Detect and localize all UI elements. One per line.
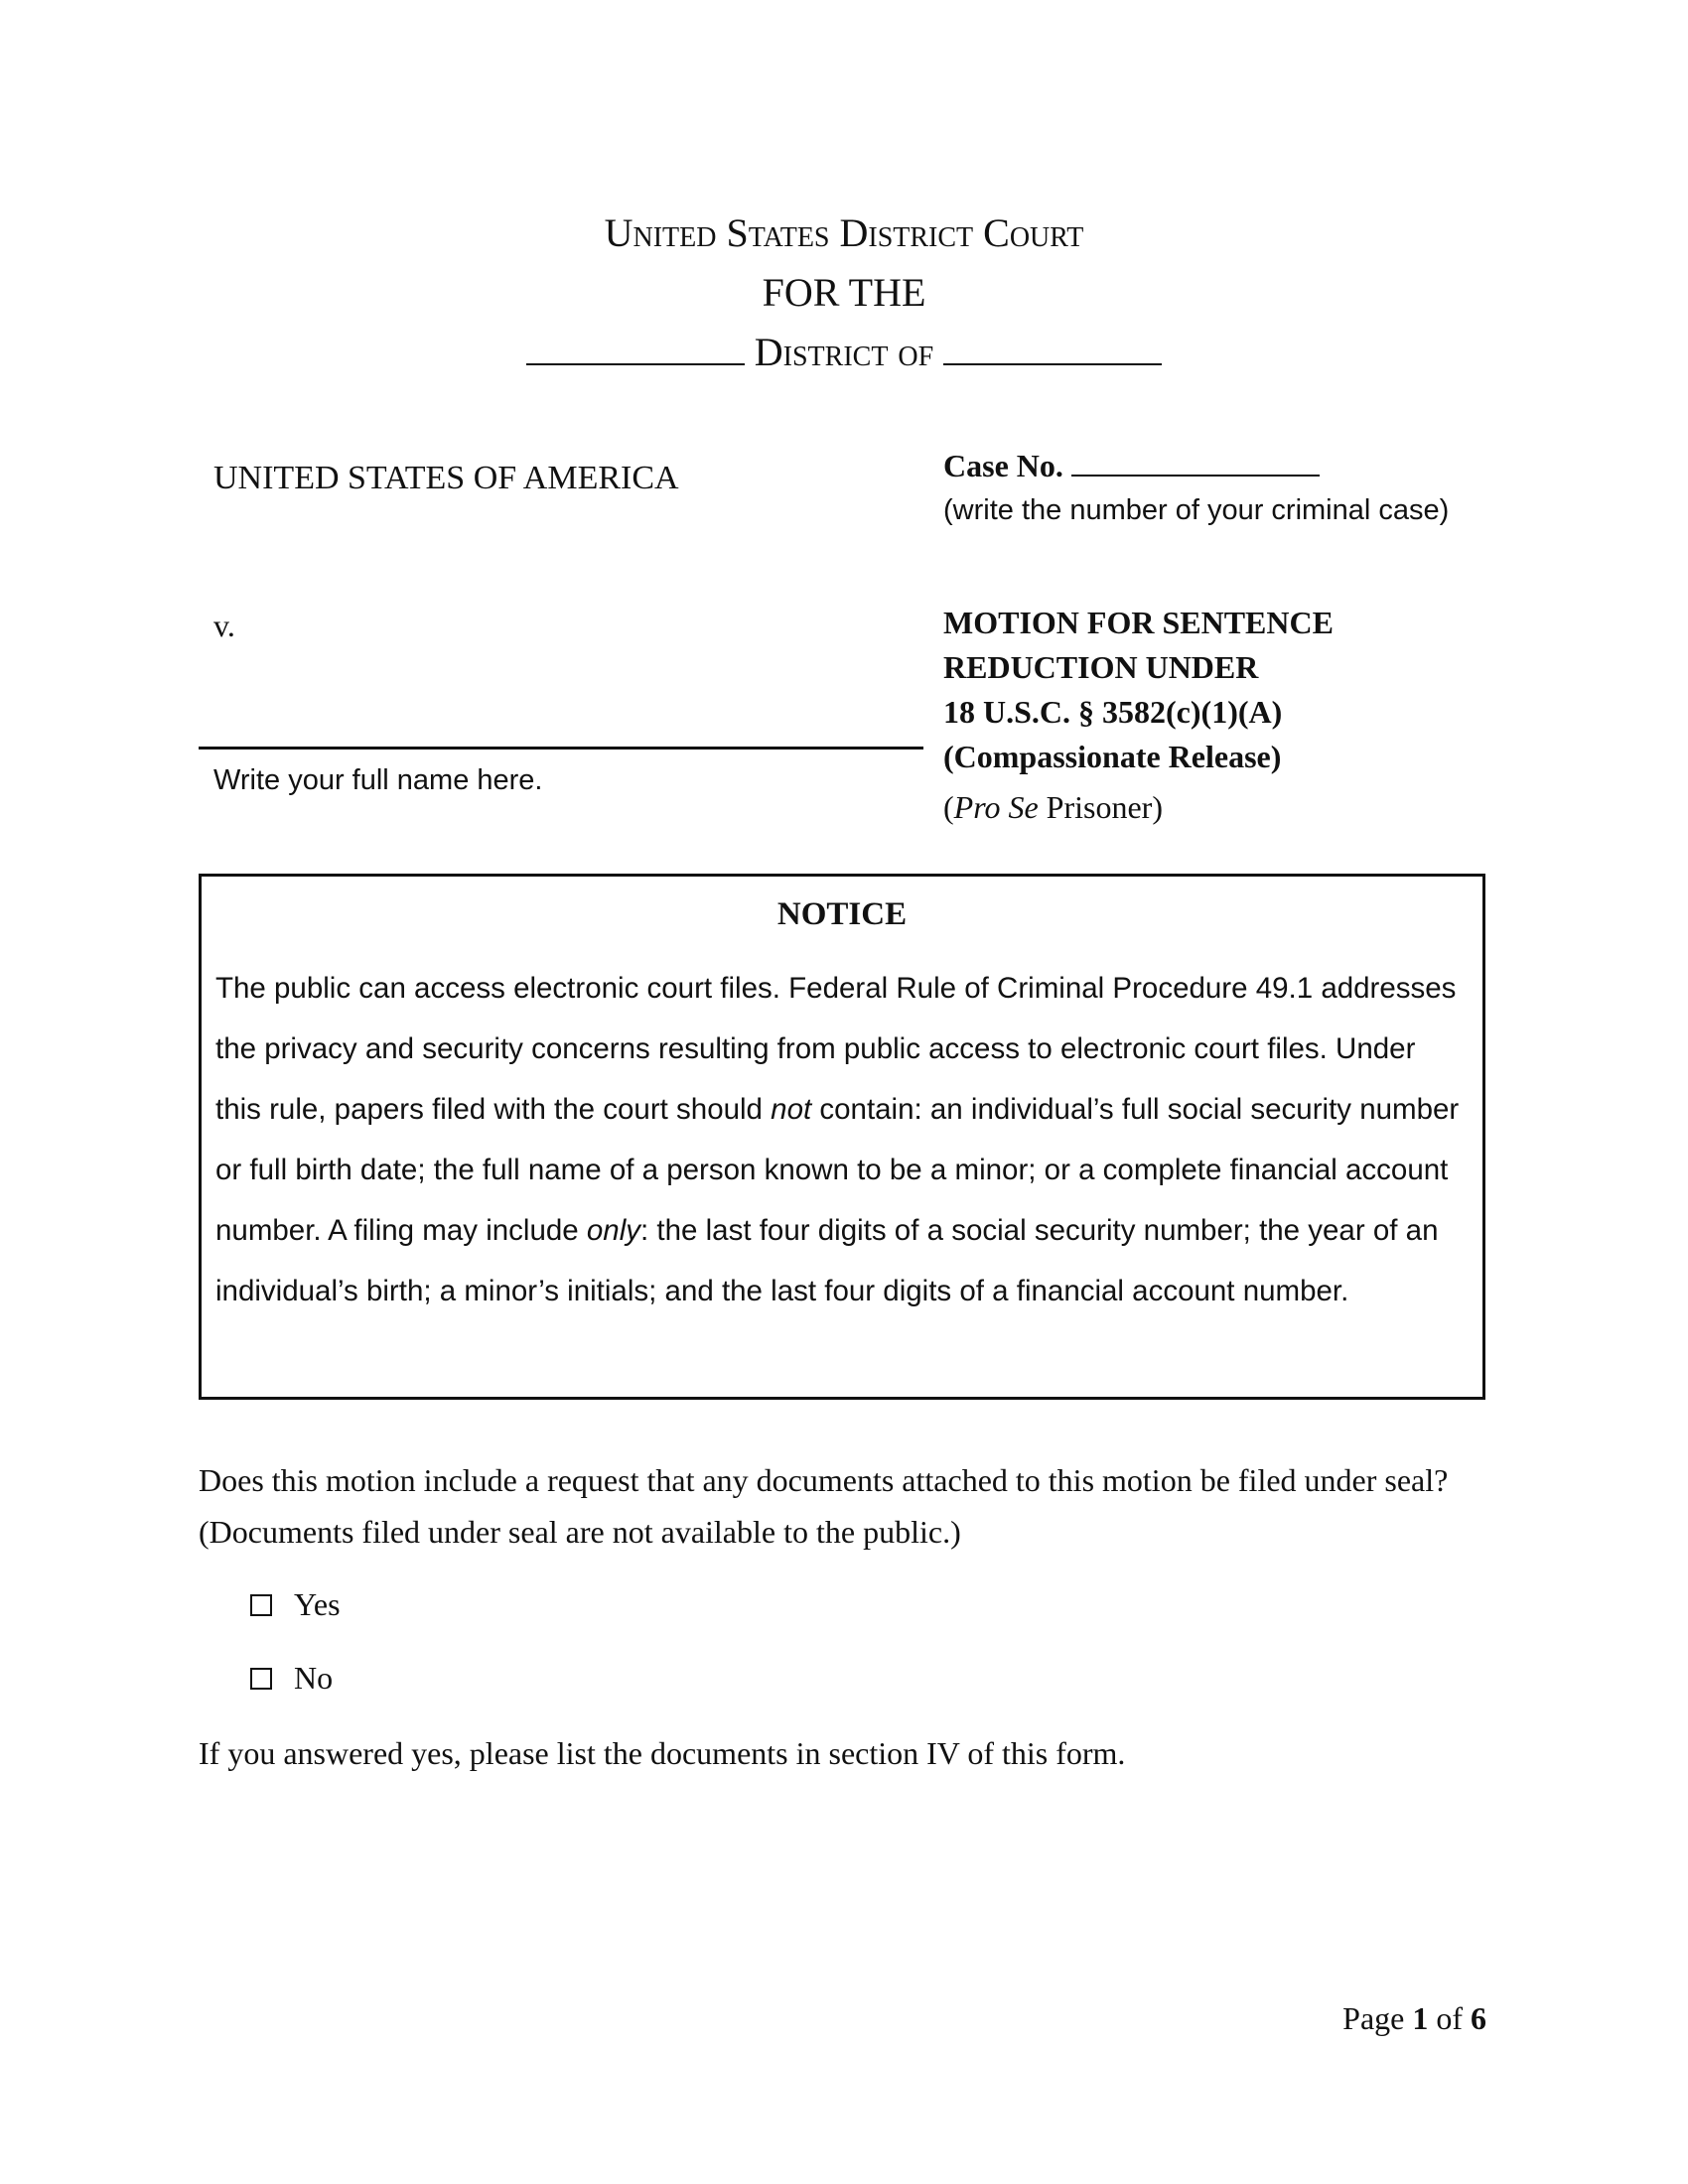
notice-text-1: The public can access electronic court files. Federal Rule of Criminal Procedure 49.1 addresses the privacy and security concerns resulting from public access to electronic court files. Under this rule, papers filed with the court should bbox=[215, 972, 1457, 1126]
case-number-field[interactable] bbox=[1071, 447, 1320, 477]
pro-se-italic: Pro Se bbox=[953, 789, 1039, 825]
page-number bbox=[1342, 2000, 1486, 2037]
notice-text-2: contain: an individual’s full social security number or full birth date; the full name of a person known to be a minor; or a complete financial account number. A filing may include bbox=[215, 1093, 1460, 1247]
court-title: United States District Court bbox=[604, 210, 1084, 255]
notice-body bbox=[215, 958, 1469, 1321]
district-blank-left[interactable] bbox=[526, 334, 745, 365]
case-number-block bbox=[943, 447, 1460, 531]
case-number-label: Case No. bbox=[943, 448, 1063, 483]
motion-statute: 18 U.S.C. § 3582(c)(1)(A) bbox=[943, 694, 1283, 730]
motion-title-line-2: REDUCTION UNDER bbox=[943, 649, 1259, 685]
defendant-name-hint: Write your full name here. bbox=[213, 764, 543, 796]
page-of-label: of bbox=[1436, 2000, 1463, 2036]
option-yes[interactable] bbox=[250, 1586, 341, 1623]
court-header bbox=[0, 204, 1688, 382]
option-no-label: No bbox=[294, 1660, 334, 1696]
option-no[interactable] bbox=[250, 1660, 333, 1697]
checkbox-no[interactable] bbox=[250, 1668, 272, 1690]
page-label: Page bbox=[1342, 2000, 1405, 2036]
notice-text-3: : the last four digits of a social security number; the year of an individual’s birth; a minor’s initials; and the last four digits of a financial account number. bbox=[215, 1214, 1439, 1307]
district-blank-right[interactable] bbox=[943, 334, 1162, 365]
page-current: 1 bbox=[1412, 2000, 1429, 2036]
page-total: 6 bbox=[1471, 2000, 1486, 2036]
notice-emphasis-only: only bbox=[586, 1214, 641, 1247]
seal-question: Does this motion include a request that any documents attached to this motion be filed under seal? (Documents filed under seal are not available to the public.) bbox=[199, 1462, 1449, 1550]
plaintiff-name: UNITED STATES OF AMERICA bbox=[213, 460, 679, 496]
motion-title-block bbox=[943, 601, 1499, 830]
district-line bbox=[0, 323, 1688, 382]
defendant-name-line[interactable] bbox=[199, 747, 923, 750]
motion-title-line-1: MOTION FOR SENTENCE bbox=[943, 605, 1334, 640]
pro-se-open: ( bbox=[943, 789, 954, 825]
checkbox-yes[interactable] bbox=[250, 1594, 272, 1616]
notice-title: NOTICE bbox=[776, 896, 908, 932]
motion-subtitle: (Compassionate Release) bbox=[943, 739, 1282, 774]
pro-se-label bbox=[943, 785, 1499, 830]
notice-emphasis-not: not bbox=[771, 1093, 812, 1126]
court-for-the: FOR THE bbox=[762, 270, 926, 315]
case-number-hint: (write the number of your criminal case) bbox=[943, 494, 1450, 526]
district-label: District of bbox=[754, 330, 934, 374]
case-number-row bbox=[943, 447, 1460, 484]
option-yes-label: Yes bbox=[294, 1586, 341, 1622]
seal-followup: If you answered yes, please list the documents in section IV of this form. bbox=[199, 1735, 1126, 1771]
privacy-notice-box bbox=[199, 874, 1485, 1400]
pro-se-prisoner: Prisoner) bbox=[1038, 789, 1163, 825]
versus-label: v. bbox=[213, 608, 235, 643]
